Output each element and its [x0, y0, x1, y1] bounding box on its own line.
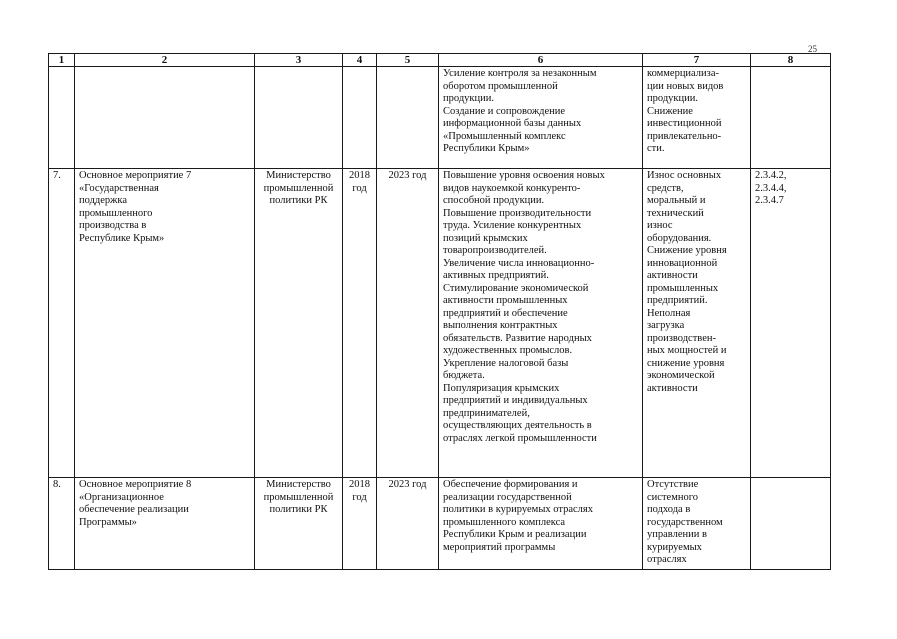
- cell-line: износ: [647, 220, 673, 231]
- cell-line: продукции.: [443, 93, 494, 104]
- cell-line: «Промышленный комплекс: [443, 130, 566, 142]
- cell-line: подхода в: [647, 504, 691, 515]
- cell-line: промышленного: [79, 207, 153, 219]
- cell-line: технический: [647, 207, 704, 219]
- start-year-cell: [343, 478, 377, 570]
- cell-line: предприятий и обеспечение: [443, 307, 568, 319]
- cell-line: Повышение уровня освоения новых: [443, 170, 605, 181]
- result-cell: [439, 67, 643, 169]
- indicators-cell: [751, 478, 831, 570]
- header-col-8: 8: [751, 54, 831, 67]
- cell-line: моральный и: [647, 195, 706, 206]
- row-number: 8.: [49, 478, 75, 570]
- cell-line: год: [352, 491, 367, 503]
- cell-line: снижение уровня: [647, 357, 725, 369]
- cell-line: отраслях: [647, 554, 687, 565]
- indicators-cell: [751, 169, 831, 478]
- cell-line: экономической: [647, 370, 715, 381]
- cell-line: отраслях легкой промышленности: [443, 432, 597, 444]
- cell-line: производства в: [79, 220, 147, 231]
- cell-line: привлекательно-: [647, 130, 722, 142]
- cell-line: предприятий и индивидуальных: [443, 395, 588, 406]
- cell-line: ных мощностей и: [647, 345, 727, 356]
- result-cell: [439, 169, 643, 478]
- cell-line: продукции.: [647, 93, 698, 104]
- cell-line: Отсутствие: [647, 479, 699, 490]
- cell-line: Обеспечение формирования и: [443, 479, 578, 490]
- cell-line: курируемых: [647, 541, 702, 553]
- cell-line: 2018: [349, 479, 370, 490]
- consequences-cell: [643, 67, 751, 169]
- header-col-1: 1: [49, 54, 75, 67]
- cell-line: Основное мероприятие 8: [79, 479, 192, 490]
- start-year-cell: [343, 169, 377, 478]
- cell-line: предприятий.: [647, 295, 708, 306]
- end-year-cell: [377, 478, 439, 570]
- row-number: 7.: [49, 169, 75, 478]
- header-col-4: 4: [343, 54, 377, 67]
- cell-line: активности промышленных: [443, 295, 568, 306]
- cell-line: инновационной: [647, 257, 718, 269]
- cell-line: бюджета.: [443, 370, 485, 381]
- cell-line: Основное мероприятие 7: [79, 170, 192, 181]
- result-cell: [439, 478, 643, 570]
- cell-line: художественных промыслов.: [443, 345, 573, 356]
- cell-line: промышленного комплекса: [443, 516, 566, 528]
- cell-line: сти.: [647, 143, 665, 154]
- cell-line: поддержка: [79, 195, 128, 206]
- cell-line: промышленной: [263, 491, 334, 503]
- cell-line: промышленных: [647, 282, 719, 294]
- cell-line: Неполная: [647, 307, 691, 319]
- cell-line: позиций крымских: [443, 232, 528, 244]
- cell-line: 2018: [349, 170, 370, 181]
- cell-line: мероприятий программы: [443, 541, 556, 553]
- cell-line: производствен-: [647, 332, 716, 344]
- cell-line: Республики Крым и реализации: [443, 529, 587, 540]
- cell-line: Увеличение числа инновационно-: [443, 257, 595, 269]
- table-row-7: [49, 169, 831, 478]
- cell-line: труда. Усиление конкурентных: [443, 220, 582, 231]
- cell-line: средств,: [647, 182, 684, 194]
- cell-line: оборудования.: [647, 232, 712, 244]
- table-header-row: [49, 54, 831, 67]
- cell-line: предпринимателей,: [443, 407, 530, 419]
- cell-line: политики РК: [269, 195, 328, 206]
- cell-line: обеспечение реализации: [79, 504, 189, 515]
- cell-line: Республике Крым»: [79, 232, 165, 244]
- cell-line: 2.3.4.7: [755, 195, 784, 206]
- cell-line: Популяризация крымских: [443, 382, 560, 394]
- cell-line: «Государственная: [79, 182, 159, 194]
- header-col-3: 3: [255, 54, 343, 67]
- cell-line: государственном: [647, 516, 723, 528]
- cell-line: год: [352, 182, 367, 194]
- cell-line: выполнения контрактных: [443, 320, 558, 331]
- cell-line: Повышение производительности: [443, 207, 592, 219]
- cell-line: осуществляющих деятельность в: [443, 420, 592, 431]
- cell-line: «Организационное: [79, 491, 164, 503]
- cell-line: реализации государственной: [443, 491, 572, 503]
- cell-line: способной продукции.: [443, 195, 545, 206]
- cell-line: коммерциализа-: [647, 68, 719, 79]
- cell-line: Стимулирование экономической: [443, 282, 589, 294]
- consequences-cell: [643, 169, 751, 478]
- cell-line: Снижение: [647, 105, 693, 117]
- cell-line: Министерство: [266, 170, 331, 181]
- consequences-cell: [643, 478, 751, 570]
- page-number: 25: [808, 44, 817, 54]
- cell-line: активности: [647, 270, 698, 281]
- cell-line: загрузка: [647, 320, 685, 331]
- header-col-2: 2: [75, 54, 255, 67]
- cell-line: ции новых видов: [647, 80, 724, 92]
- cell-line: инвестиционной: [647, 118, 722, 129]
- cell-line: видов наукоемкой конкуренто-: [443, 182, 581, 194]
- header-col-5: 5: [377, 54, 439, 67]
- table-row-continuation: [49, 67, 831, 169]
- executor-cell: [255, 169, 343, 478]
- cell-line: Программы»: [79, 516, 137, 528]
- cell-line: информационной базы данных: [443, 118, 582, 129]
- cell-line: Износ основных: [647, 170, 722, 181]
- cell-line: обязательств. Развитие народных: [443, 332, 592, 344]
- cell-line: активности: [647, 382, 698, 394]
- header-col-6: 6: [439, 54, 643, 67]
- cell-line: Министерство: [266, 479, 331, 490]
- cell-line: активных предприятий.: [443, 270, 549, 281]
- measure-cell: [75, 478, 255, 570]
- cell-line: Снижение уровня: [647, 245, 727, 256]
- program-table: [48, 53, 831, 570]
- cell-line: товаропроизводителей.: [443, 245, 547, 256]
- cell-line: Республики Крым»: [443, 143, 530, 154]
- header-col-7: 7: [643, 54, 751, 67]
- cell-line: 2023 год: [388, 479, 427, 490]
- cell-line: управлении в: [647, 529, 707, 540]
- cell-line: Создание и сопровождение: [443, 105, 566, 117]
- cell-line: 2.3.4.4,: [755, 182, 787, 194]
- cell-line: Укрепление налоговой базы: [443, 357, 569, 369]
- cell-line: политики РК: [269, 504, 328, 515]
- cell-line: политики в курируемых отраслях: [443, 504, 593, 515]
- end-year-cell: [377, 169, 439, 478]
- executor-cell: [255, 478, 343, 570]
- cell-line: 2023 год: [388, 170, 427, 181]
- cell-line: оборотом промышленной: [443, 80, 558, 92]
- cell-line: Усиление контроля за незаконным: [443, 68, 597, 79]
- cell-line: промышленной: [263, 182, 334, 194]
- table-row-8: [49, 478, 831, 570]
- cell-line: системного: [647, 491, 698, 503]
- measure-cell: [75, 169, 255, 478]
- cell-line: 2.3.4.2,: [755, 170, 787, 181]
